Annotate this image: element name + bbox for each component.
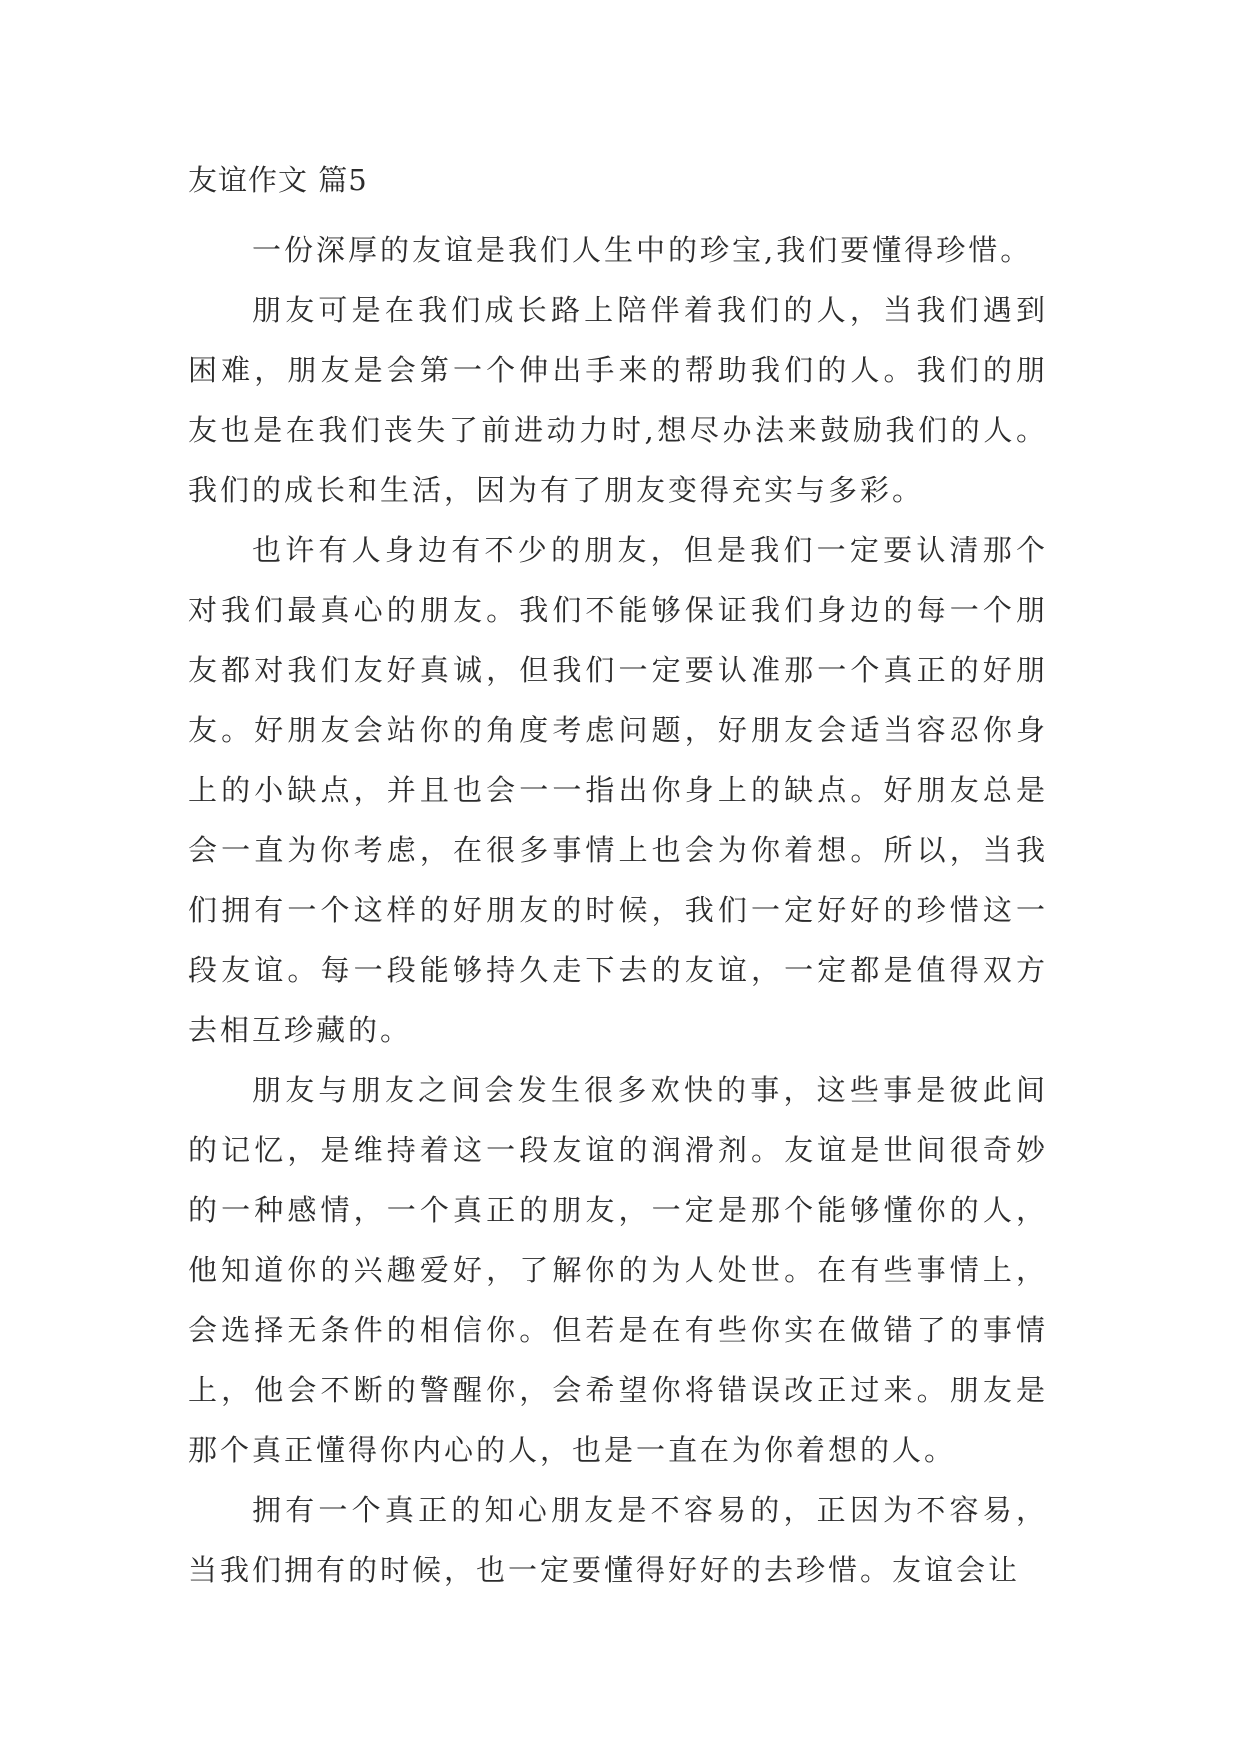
document-title: 友谊作文 篇5 bbox=[188, 163, 368, 197]
paragraph: 也许有人身边有不少的朋友，但是我们一定要认清那个对我们最真心的朋友。我们不能够保证我们身边的每一个朋友都对我们友好真诚，但我们一定要认准那一个真正的好朋友。好朋友会站你的角度考虑问题，好朋友会适当容忍你身上的小缺点，并且也会一一指出你身上的缺点。好朋友总是会一直为你考虑，在很多事情上也会为你着想。所以，当我们拥有一个这样的好朋友的时候，我们一定好好的珍惜这一段友谊。每一段能够持久走下去的友谊，一定都是值得双方去相互珍藏的。 bbox=[188, 533, 1048, 1047]
paragraph: 朋友与朋友之间会发生很多欢快的事，这些事是彼此间的记忆，是维持着这一段友谊的润滑剂。友谊是世间很奇妙的一种感情，一个真正的朋友，一定是那个能够懂你的人，他知道你的兴趣爱好，了解你的为人处世。在有些事情上，会选择无条件的相信你。但若是在有些你实在做错了的事情上，他会不断的警醒你，会希望你将错误改正过来。朋友是那个真正懂得你内心的人，也是一直在为你着想的人。 bbox=[188, 1073, 1048, 1467]
paragraph: 一份深厚的友谊是我们人生中的珍宝,我们要懂得珍惜。 bbox=[252, 233, 1033, 267]
paragraph: 拥有一个真正的知心朋友是不容易的，正因为不容易，当我们拥有的时候，也一定要懂得好好的去珍惜。友谊会让 bbox=[188, 1493, 1048, 1587]
paragraph: 朋友可是在我们成长路上陪伴着我们的人，当我们遇到困难，朋友是会第一个伸出手来的帮助我们的人。我们的朋友也是在我们丧失了前进动力时,想尽办法来鼓励我们的人。我们的成长和生活，因为有了朋友变得充实与多彩。 bbox=[188, 293, 1048, 507]
document-body bbox=[188, 220, 1048, 1600]
